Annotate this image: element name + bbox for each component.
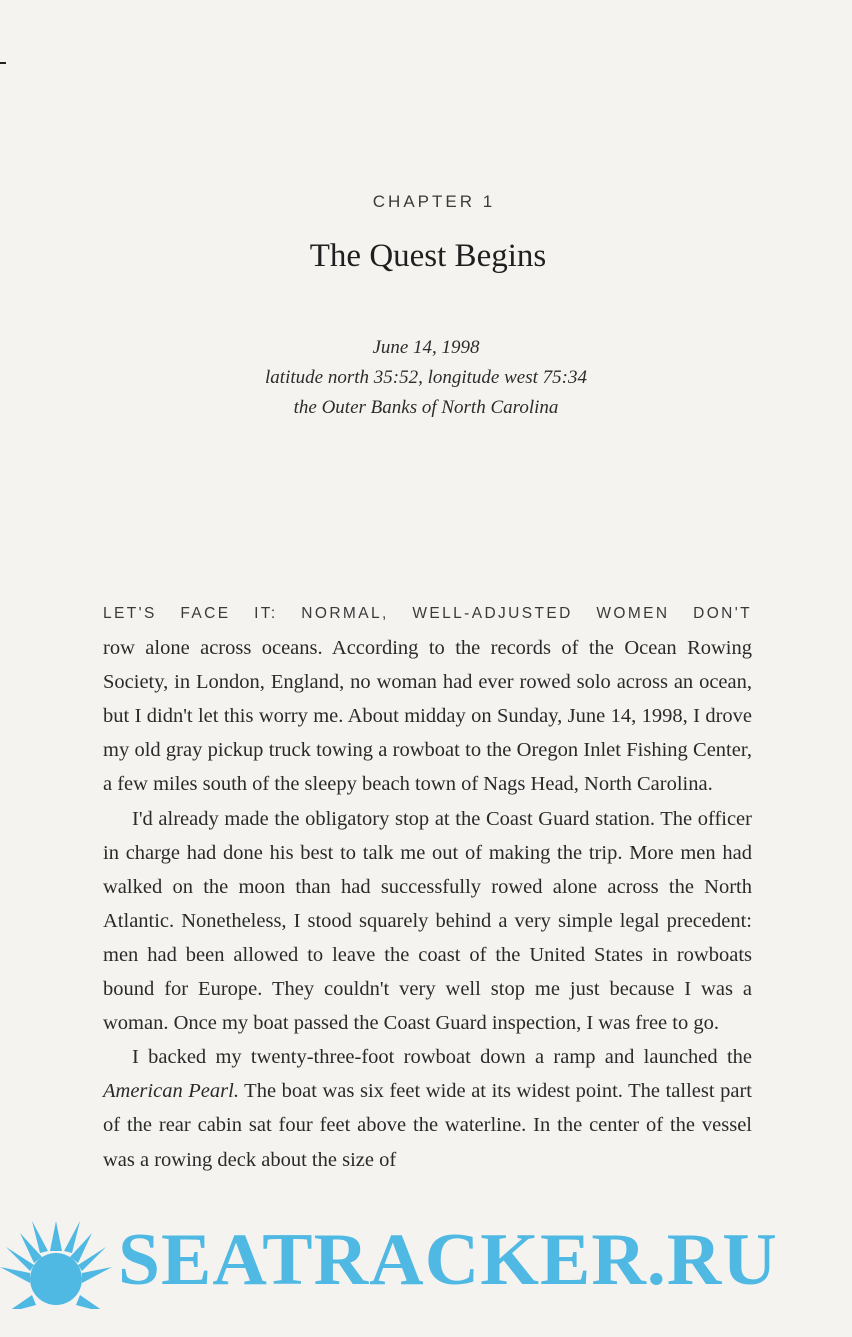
page-edge-mark [0,62,6,64]
paragraph-2: I'd already made the obligatory stop at the Coast Guard station. The officer in charge had done his best to talk me out of making the trip. More men had walked on the moon than had successfully rowed alone across the North Atlantic. Nonetheless, I stood squarely behind a very simple legal precedent: men had been allowed to leave the coast of the United States in rowboats bound for Europe. They couldn't very well stop me just because I was a woman. Once my boat passed the Coast Guard inspection, I was free to go. [103,807,752,1035]
dateline-place: the Outer Banks of North Carolina [293,397,559,418]
sun-icon [0,1217,112,1325]
chapter-title: The Quest Begins [309,238,547,274]
paragraph-1-text: row alone across oceans. According to the records of the Ocean Rowing Society, in London, England, no woman had ever rowed solo across an ocean, but I didn't let this worry me. About midday on Sunday, June 14, 1998, I drove my old gray pickup truck towing a rowboat to the Oregon Inlet Fishing Center, a few miles south of the sleepy beach town of Nags Head, North Carolina. [103,637,752,796]
dateline-coordinates: latitude north 35:52, longitude west 75:34 [265,367,587,388]
chapter-label: CHAPTER 1 [372,192,496,211]
paragraph-1 [103,597,752,802]
watermark-text: SEATRACKER.RU [118,1219,778,1301]
watermark [0,1205,852,1337]
paragraph-lead-in: LET'S FACE IT: NORMAL, WELL-ADJUSTED WOMEN DON'T [103,605,752,622]
paragraph-3-text-end: The boat was six feet wide at its widest point. The tallest part of the rear cabin sat four feet above the waterline. In the center of the vessel was a rowing deck about the size of [103,1080,752,1171]
boat-name: American Pearl. [103,1080,239,1103]
dateline-date: June 14, 1998 [372,337,480,358]
paragraph-3 [103,1040,752,1176]
paragraph-3-text-start: I backed my twenty-three-foot rowboat down a ramp and launched the [132,1046,752,1069]
body-text [103,597,752,1177]
dateline [0,333,852,423]
